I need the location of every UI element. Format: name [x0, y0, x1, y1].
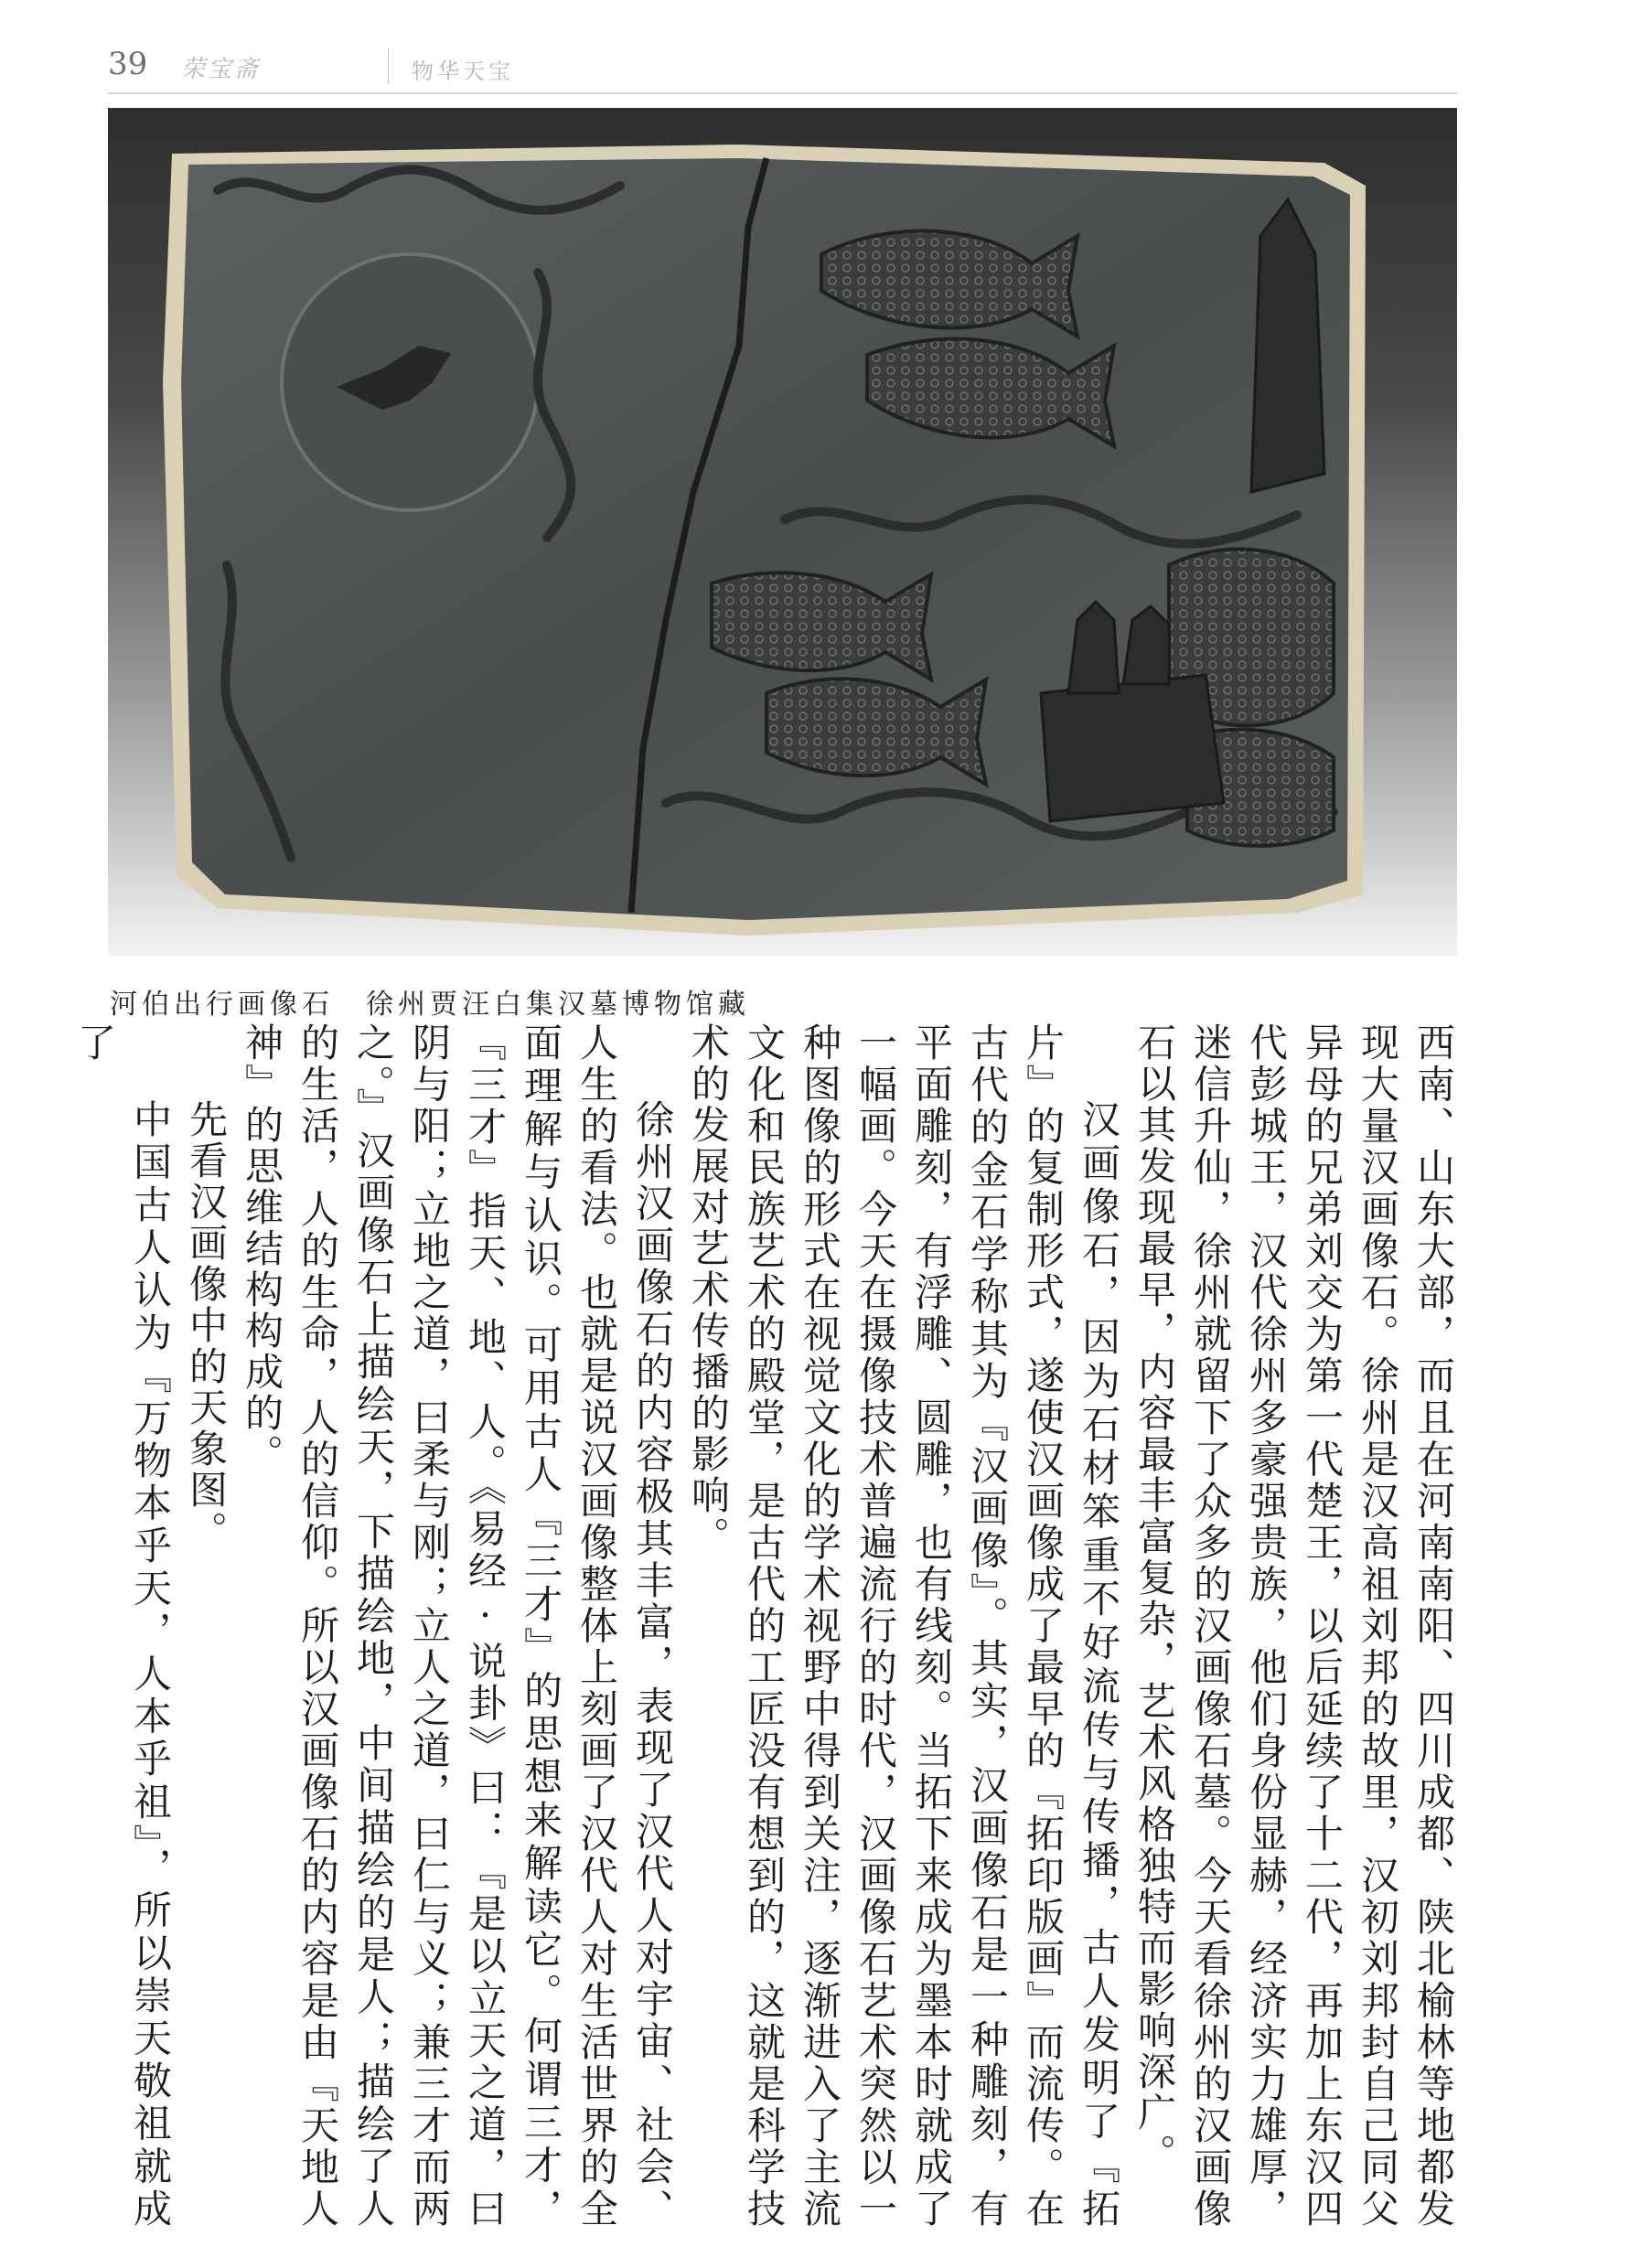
paragraph-4: 先看汉画像中的天象图。 — [184, 1099, 229, 1552]
figure-caption: 河伯出行画像石 徐州贾汪白集汉墓博物馆藏 — [110, 989, 750, 1021]
paragraph-2: 汉画像石，因为石材笨重不好流传与传播，古人发明了『拓片』的复制形式，遂使汉画像成了最早的『拓印版画』而流传。在古代的金石学称其为『汉画像』。其实，汉画像石是一种雕刻，有平面雕刻，有浮雕、圆雕，也有线刻。当拓下来成为墨本时就成了一幅画。今天在摄像技术普遍流行的时代，汉画像石艺术突然以一种图像的形式在视觉文化的学术视野中得到关注，逐渐进入了主流文化和民族艺术的殿堂，是古代的工匠没有想到的，这就是科学技术的发展对艺术传播的影响。 — [686, 1022, 1121, 2230]
page-number: 39 — [108, 46, 148, 82]
header-divider — [388, 48, 389, 84]
article-body — [72, 1022, 1462, 2230]
brand-logo-text: 荣宝斋 — [181, 56, 262, 83]
paragraph-3: 徐州汉画像石的内容极其丰富，表现了汉代人对宇宙、社会、人生的看法。也就是说汉画像整体上刻画了汉代人对生活世界的全面理解与认识。可用古人『三才』的思想来解读它。何谓三才，『三才』指天、地、人。《易经·说卦》曰：『是以立天之道，曰阴与阳；立地之道，曰柔与刚；立人之道，曰仁与义；兼三才而两之。』汉画像石上描绘天，下描绘地，中间描绘的是人；描绘了人的生活，人的生命，人的信仰。所以汉画像石的内容是由『天地人神』的思维结构构成的。 — [240, 1022, 675, 2230]
stone-relief-photo — [108, 108, 1457, 956]
stone-relief-illustration — [108, 108, 1457, 956]
fish-chariot — [1041, 675, 1224, 821]
section-title: 物华天宝 — [412, 59, 514, 84]
page-header — [108, 46, 1457, 91]
paragraph-5: 中国古人认为『万物本乎天，人本乎祖』，所以崇天敬祖就成了 — [72, 1022, 173, 2230]
header-rule — [108, 92, 1457, 94]
paragraph-1: 西南、山东大部，而且在河南南阳、四川成都、陕北榆林等地都发现大量汉画像石。徐州是汉高祖刘邦的故里，汉初刘邦封自己同父异母的兄弟刘交为第一代楚王，以后延续了十二代，再加上东汉四代彭城王，汉代徐州多豪强贵族，他们身份显赫，经济实力雄厚，迷信升仙，徐州就留下了众多的汉画像石墓。今天看徐州的汉画像石以其发现最早，内容最丰富复杂，艺术风格独特而影响深广。 — [1132, 1022, 1456, 2230]
